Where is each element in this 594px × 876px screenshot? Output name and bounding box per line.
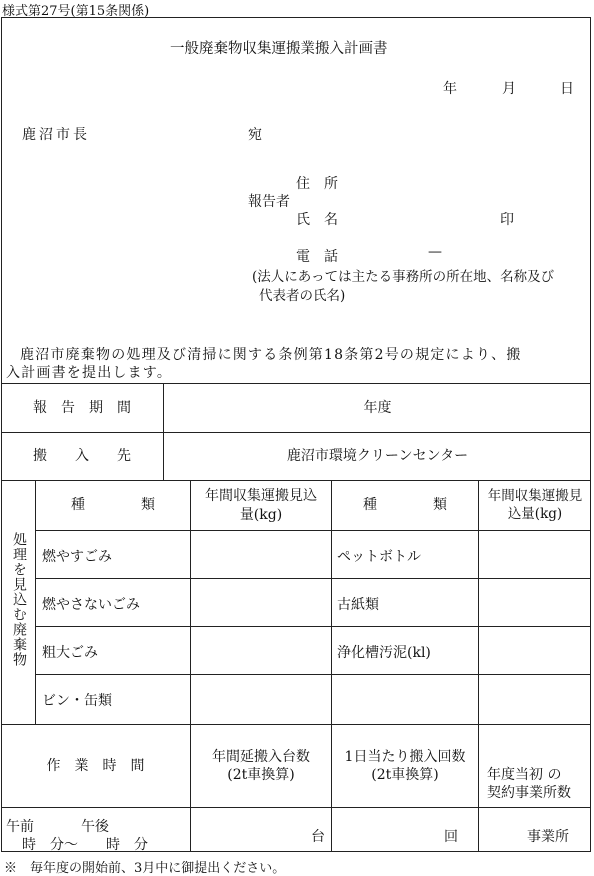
waste-kind-right-2: 古紙類	[337, 597, 379, 613]
waste-kind-left-2: 燃やさないごみ	[42, 597, 140, 613]
period-label: 報 告 期 間	[33, 399, 131, 416]
unit-times: 回	[444, 829, 458, 845]
destination-value: 鹿沼市環境クリーンセンター	[286, 448, 469, 465]
footnote: ※ 毎年度の開始前、3月中に御提出ください。	[4, 861, 286, 876]
unit-offices: 事業所	[527, 829, 569, 845]
pm-label: 午後	[81, 819, 109, 835]
kind-header-1: 種 類	[71, 497, 155, 514]
amount-header-1: 年間収集運搬見込量(kg)	[205, 488, 317, 523]
form-title: 一般廃棄物収集運搬業搬入計画書	[170, 41, 388, 57]
unit-trucks: 台	[311, 829, 325, 845]
waste-kind-right-3: 浄化槽汚泥(kl)	[337, 645, 431, 661]
waste-kind-left-1: 燃やすごみ	[42, 549, 112, 565]
phone-dash: —	[428, 244, 442, 260]
corp-note-line2: 代表者の氏名)	[259, 288, 346, 304]
date-month: 月	[502, 81, 516, 97]
time-range[interactable]: 時 分～ 時 分	[22, 837, 148, 853]
period-value[interactable]: 年度	[363, 399, 392, 416]
daily-trips-label-line2: (2t車換算)	[371, 767, 439, 783]
waste-col-line-3	[478, 480, 479, 852]
waste-kind-left-4: ビン・缶類	[42, 693, 112, 709]
waste-side-label: 処理を見込む廃棄物	[11, 532, 27, 667]
waste-header-line	[35, 530, 591, 531]
waste-row1-line	[35, 578, 591, 579]
destination-label: 搬 入 先	[33, 448, 131, 465]
contracts-label-line1: 年度当初 の	[487, 767, 562, 783]
annual-trucks-label	[191, 725, 331, 807]
body-text-line1: 鹿沼市廃棄物の処理及び清掃に関する条例第18条第2号の規定により、搬	[20, 347, 522, 363]
work-hours-label: 作 業 時 間	[46, 757, 145, 774]
name-label: 氏 名	[296, 212, 338, 228]
addressee-name: 鹿沼市長	[22, 127, 90, 143]
contracts-label-line2: 契約事業所数	[487, 785, 571, 801]
daily-trips-label	[332, 725, 478, 807]
waste-kind-right-1: ペットボトル	[337, 549, 421, 565]
kind-header-2: 種 類	[363, 497, 447, 514]
seal-mark: 印	[500, 212, 514, 228]
address-label: 住 所	[296, 176, 338, 192]
addressee-suffix: 宛	[248, 127, 262, 143]
date-day: 日	[560, 81, 574, 97]
annual-trucks-label-line1: 年間延搬入台数	[212, 748, 310, 765]
body-text-line2: 入計画書を提出します。	[6, 365, 173, 381]
waste-row2-line	[35, 626, 591, 627]
waste-kind-left-3: 粗大ごみ	[42, 645, 98, 661]
am-label: 午前	[6, 819, 34, 835]
work-header-line	[1, 807, 591, 808]
date-year: 年	[443, 81, 457, 97]
amount-header-2: 年間収集運搬見込量(kg)	[487, 487, 583, 522]
phone-label: 電 話	[296, 249, 338, 265]
waste-row3-line	[35, 674, 591, 675]
annual-trucks-label-line2: (2t車換算)	[227, 767, 295, 783]
reporter-label: 報告者	[248, 194, 290, 210]
form-number: 様式第27号(第15条関係)	[2, 4, 150, 19]
daily-trips-label-line1: 1日当たり搬入回数	[344, 748, 466, 765]
corp-note-line1: (法人にあっては主たる事務所の所在地、名称及び	[252, 269, 555, 285]
